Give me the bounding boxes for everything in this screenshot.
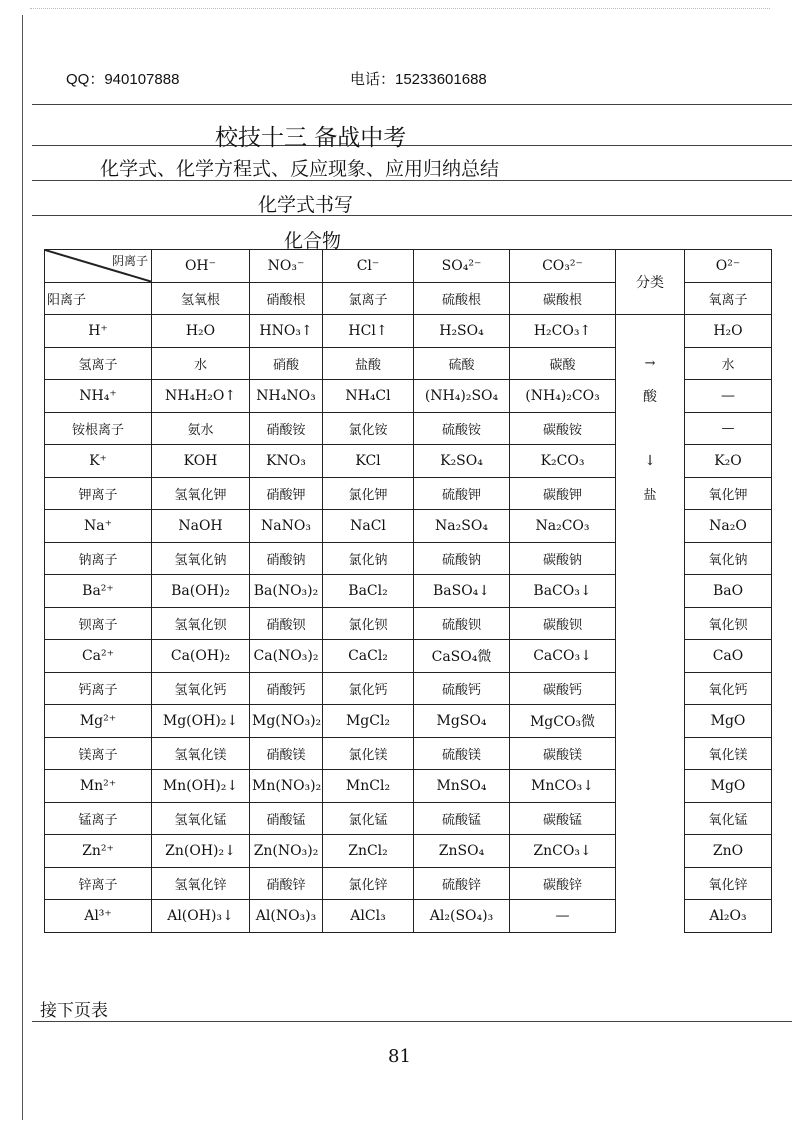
compound-cell: NaOH xyxy=(152,510,250,543)
class-mark-cell: ↓ xyxy=(616,445,685,478)
compound-cell: KOH xyxy=(152,445,250,478)
formula-row xyxy=(45,380,772,413)
compound-cell: 硫酸 xyxy=(414,347,510,380)
col-formula: NO₃⁻ xyxy=(250,250,323,283)
cation-cell: 锰离子 xyxy=(45,802,152,835)
compound-cell: 碳酸钡 xyxy=(510,607,616,640)
compound-cell: 氨水 xyxy=(152,412,250,445)
chemical-formula-table xyxy=(44,249,772,933)
page-subtitle: 化学式、化学方程式、反应现象、应用归纳总结 xyxy=(100,158,500,180)
oxide-cell: H₂O xyxy=(685,315,772,348)
name-row xyxy=(45,542,772,575)
corner-anion-label: 阴离子 xyxy=(111,254,148,268)
compound-cell: 硫酸锰 xyxy=(414,802,510,835)
compound-cell: 氢氧化钡 xyxy=(152,607,250,640)
compound-cell: (NH₄)₂CO₃ xyxy=(510,380,616,413)
compound-cell: 硫酸钡 xyxy=(414,607,510,640)
section-heading: 化学式书写 xyxy=(258,194,354,216)
compound-cell: Na₂SO₄ xyxy=(414,510,510,543)
compound-cell: Zn(OH)₂↓ xyxy=(152,835,250,868)
compound-cell: 氯化镁 xyxy=(323,737,414,770)
compound-cell: H₂SO₄ xyxy=(414,315,510,348)
compound-cell: 硫酸镁 xyxy=(414,737,510,770)
compound-cell: AlCl₃ xyxy=(323,900,414,933)
class-mark-cell xyxy=(616,770,685,803)
compound-cell: HNO₃↑ xyxy=(250,315,323,348)
header-qq: QQ：940107888 xyxy=(66,71,180,88)
name-row xyxy=(45,477,772,510)
col-name: 硝酸根 xyxy=(250,282,323,315)
compound-cell: 氯化钠 xyxy=(323,542,414,575)
oxide-cell: — xyxy=(685,412,772,445)
class-mark-cell xyxy=(616,575,685,608)
compound-cell: Al(NO₃)₃ xyxy=(250,900,323,933)
cation-cell: Na⁺ xyxy=(45,510,152,543)
compound-cell: 硝酸锰 xyxy=(250,802,323,835)
col-name: 碳酸根 xyxy=(510,282,616,315)
class-header: 分类 xyxy=(616,250,685,315)
compound-cell: 碳酸锌 xyxy=(510,867,616,900)
header-phone: 电话：15233601688 xyxy=(350,71,487,88)
compound-cell: 硝酸钾 xyxy=(250,477,323,510)
cation-cell: 镁离子 xyxy=(45,737,152,770)
class-mark-cell xyxy=(616,802,685,835)
compound-cell: BaCO₃↓ xyxy=(510,575,616,608)
compound-cell: MnSO₄ xyxy=(414,770,510,803)
compound-cell: K₂CO₃ xyxy=(510,445,616,478)
compound-cell: (NH₄)₂SO₄ xyxy=(414,380,510,413)
compound-cell: 氯化锌 xyxy=(323,867,414,900)
formula-row xyxy=(45,835,772,868)
compound-cell: ZnCO₃↓ xyxy=(510,835,616,868)
compound-cell: 氯化钾 xyxy=(323,477,414,510)
compound-cell: 氢氧化钠 xyxy=(152,542,250,575)
class-mark-cell: 盐 xyxy=(616,477,685,510)
compound-cell: Mg(OH)₂↓ xyxy=(152,705,250,738)
compound-cell: 氯化锰 xyxy=(323,802,414,835)
oxide-cell: 水 xyxy=(685,347,772,380)
oxide-cell: BaO xyxy=(685,575,772,608)
compound-cell: MnCl₂ xyxy=(323,770,414,803)
compound-cell: KCl xyxy=(323,445,414,478)
cation-cell: 铵根离子 xyxy=(45,412,152,445)
col-name: 氢氧根 xyxy=(152,282,250,315)
compound-cell: NaNO₃ xyxy=(250,510,323,543)
ruled-line xyxy=(32,1021,792,1022)
class-mark-cell xyxy=(616,640,685,673)
formula-row xyxy=(45,640,772,673)
compound-cell: 硝酸 xyxy=(250,347,323,380)
compound-cell: 氯化铵 xyxy=(323,412,414,445)
oxide-cell: Al₂O₃ xyxy=(685,900,772,933)
compound-cell: K₂SO₄ xyxy=(414,445,510,478)
cation-cell: Ba²⁺ xyxy=(45,575,152,608)
cation-cell: 钠离子 xyxy=(45,542,152,575)
compound-cell: 碳酸锰 xyxy=(510,802,616,835)
compound-cell: CaCO₃↓ xyxy=(510,640,616,673)
compound-cell: MgCl₂ xyxy=(323,705,414,738)
compound-cell: 氢氧化镁 xyxy=(152,737,250,770)
compound-cell: MgSO₄ xyxy=(414,705,510,738)
compound-cell: NH₄NO₃ xyxy=(250,380,323,413)
name-row xyxy=(45,412,772,445)
formula-row xyxy=(45,445,772,478)
cation-cell: K⁺ xyxy=(45,445,152,478)
compound-cell: 硫酸钾 xyxy=(414,477,510,510)
compound-cell: 硝酸镁 xyxy=(250,737,323,770)
compound-cell: Na₂CO₃ xyxy=(510,510,616,543)
cation-cell: Zn²⁺ xyxy=(45,835,152,868)
oxide-cell: 氧化钠 xyxy=(685,542,772,575)
compound-cell: BaSO₄↓ xyxy=(414,575,510,608)
compound-cell: HCl↑ xyxy=(323,315,414,348)
name-row xyxy=(45,672,772,705)
class-mark-cell xyxy=(616,737,685,770)
cation-cell: 锌离子 xyxy=(45,867,152,900)
top-edge-dots xyxy=(30,8,770,9)
oxide-cell: 氧化钙 xyxy=(685,672,772,705)
compound-cell: 水 xyxy=(152,347,250,380)
oxide-name-header: 氧离子 xyxy=(685,282,772,315)
oxide-cell: 氧化锰 xyxy=(685,802,772,835)
compound-cell: 硫酸锌 xyxy=(414,867,510,900)
class-mark-cell xyxy=(616,542,685,575)
compound-cell: CaCl₂ xyxy=(323,640,414,673)
corner-cell xyxy=(45,250,152,283)
cation-cell: NH₄⁺ xyxy=(45,380,152,413)
class-mark-cell xyxy=(616,412,685,445)
compound-cell: NaCl xyxy=(323,510,414,543)
compound-cell: 硫酸铵 xyxy=(414,412,510,445)
formula-row xyxy=(45,575,772,608)
page-title: 校技十三 备战中考 xyxy=(215,125,407,151)
name-row xyxy=(45,607,772,640)
oxide-formula-header: O²⁻ xyxy=(685,250,772,283)
compound-cell: NH₄Cl xyxy=(323,380,414,413)
binding-margin-line xyxy=(22,15,23,1120)
oxide-cell: 氧化钡 xyxy=(685,607,772,640)
cation-cell: 氢离子 xyxy=(45,347,152,380)
compound-cell: 硝酸钠 xyxy=(250,542,323,575)
compound-cell: 硫酸钠 xyxy=(414,542,510,575)
class-mark-cell xyxy=(616,510,685,543)
ruled-line xyxy=(32,145,792,146)
class-mark-cell: 酸 xyxy=(616,380,685,413)
ruled-line xyxy=(32,215,792,216)
cation-cell: Mg²⁺ xyxy=(45,705,152,738)
oxide-cell: Na₂O xyxy=(685,510,772,543)
compound-cell: Mn(NO₃)₂ xyxy=(250,770,323,803)
class-mark-cell xyxy=(616,867,685,900)
compound-cell: 碳酸铵 xyxy=(510,412,616,445)
cation-cell: Al³⁺ xyxy=(45,900,152,933)
name-row xyxy=(45,802,772,835)
oxide-cell: MgO xyxy=(685,770,772,803)
oxide-cell: 氧化镁 xyxy=(685,737,772,770)
cation-cell: Mn²⁺ xyxy=(45,770,152,803)
class-mark-cell xyxy=(616,900,685,933)
compound-cell: 碳酸钙 xyxy=(510,672,616,705)
compound-cell: 硝酸锌 xyxy=(250,867,323,900)
class-mark-cell xyxy=(616,607,685,640)
compound-cell: 盐酸 xyxy=(323,347,414,380)
corner-cation-label: 阳离子 xyxy=(45,282,152,315)
compound-cell: ZnCl₂ xyxy=(323,835,414,868)
compound-cell: 碳酸钾 xyxy=(510,477,616,510)
compound-cell: CaSO₄微 xyxy=(414,640,510,673)
class-mark-cell xyxy=(616,835,685,868)
compound-cell: Ca(NO₃)₂ xyxy=(250,640,323,673)
compound-cell: Al₂(SO₄)₃ xyxy=(414,900,510,933)
oxide-cell: 氧化钾 xyxy=(685,477,772,510)
compound-cell: 硝酸钙 xyxy=(250,672,323,705)
oxide-cell: CaO xyxy=(685,640,772,673)
name-row xyxy=(45,737,772,770)
compound-cell: Mg(NO₃)₂ xyxy=(250,705,323,738)
compound-cell: MgCO₃微 xyxy=(510,705,616,738)
class-mark-cell xyxy=(616,705,685,738)
cation-cell: Ca²⁺ xyxy=(45,640,152,673)
compound-cell: 氯化钡 xyxy=(323,607,414,640)
compound-cell: 碳酸镁 xyxy=(510,737,616,770)
compound-cell: NH₄H₂O↑ xyxy=(152,380,250,413)
continued-note: 接下页表 xyxy=(40,1001,108,1021)
compound-cell: 氢氧化锌 xyxy=(152,867,250,900)
compound-cell: KNO₃ xyxy=(250,445,323,478)
cation-cell: 钙离子 xyxy=(45,672,152,705)
oxide-cell: ZnO xyxy=(685,835,772,868)
formula-row xyxy=(45,770,772,803)
compound-cell: 氢氧化锰 xyxy=(152,802,250,835)
name-row xyxy=(45,867,772,900)
col-formula: OH⁻ xyxy=(152,250,250,283)
compound-cell: Ca(OH)₂ xyxy=(152,640,250,673)
compound-cell: Zn(NO₃)₂ xyxy=(250,835,323,868)
compound-cell: Ba(OH)₂ xyxy=(152,575,250,608)
page-number: 81 xyxy=(388,1046,411,1067)
name-row xyxy=(45,347,772,380)
col-formula: CO₃²⁻ xyxy=(510,250,616,283)
oxide-cell: MgO xyxy=(685,705,772,738)
compound-cell: 硝酸钡 xyxy=(250,607,323,640)
compound-cell: 碳酸钠 xyxy=(510,542,616,575)
compound-cell: MnCO₃↓ xyxy=(510,770,616,803)
compound-cell: H₂CO₃↑ xyxy=(510,315,616,348)
ruled-line xyxy=(32,104,792,105)
formula-row xyxy=(45,900,772,933)
compound-cell: — xyxy=(510,900,616,933)
compound-cell: H₂O xyxy=(152,315,250,348)
col-formula: SO₄²⁻ xyxy=(414,250,510,283)
class-mark-cell xyxy=(616,315,685,348)
oxide-cell: K₂O xyxy=(685,445,772,478)
compound-cell: 氢氧化钙 xyxy=(152,672,250,705)
compound-cell: Al(OH)₃↓ xyxy=(152,900,250,933)
formula-row xyxy=(45,705,772,738)
cation-cell: 钾离子 xyxy=(45,477,152,510)
compound-cell: BaCl₂ xyxy=(323,575,414,608)
header-row-formulas xyxy=(45,250,772,283)
compound-cell: Ba(NO₃)₂ xyxy=(250,575,323,608)
compound-cell: ZnSO₄ xyxy=(414,835,510,868)
compound-cell: Mn(OH)₂↓ xyxy=(152,770,250,803)
class-mark-cell: → xyxy=(616,347,685,380)
formula-row xyxy=(45,510,772,543)
compound-cell: 氢氧化钾 xyxy=(152,477,250,510)
oxide-cell: — xyxy=(685,380,772,413)
col-name: 氯离子 xyxy=(323,282,414,315)
compound-cell: 碳酸 xyxy=(510,347,616,380)
class-mark-cell xyxy=(616,672,685,705)
compound-cell: 氯化钙 xyxy=(323,672,414,705)
col-formula: Cl⁻ xyxy=(323,250,414,283)
oxide-cell: 氧化锌 xyxy=(685,867,772,900)
col-name: 硫酸根 xyxy=(414,282,510,315)
compounds-heading: 化合物 xyxy=(284,230,342,252)
cation-cell: 钡离子 xyxy=(45,607,152,640)
cation-cell: H⁺ xyxy=(45,315,152,348)
compound-cell: 硝酸铵 xyxy=(250,412,323,445)
compound-cell: 硫酸钙 xyxy=(414,672,510,705)
formula-row xyxy=(45,315,772,348)
